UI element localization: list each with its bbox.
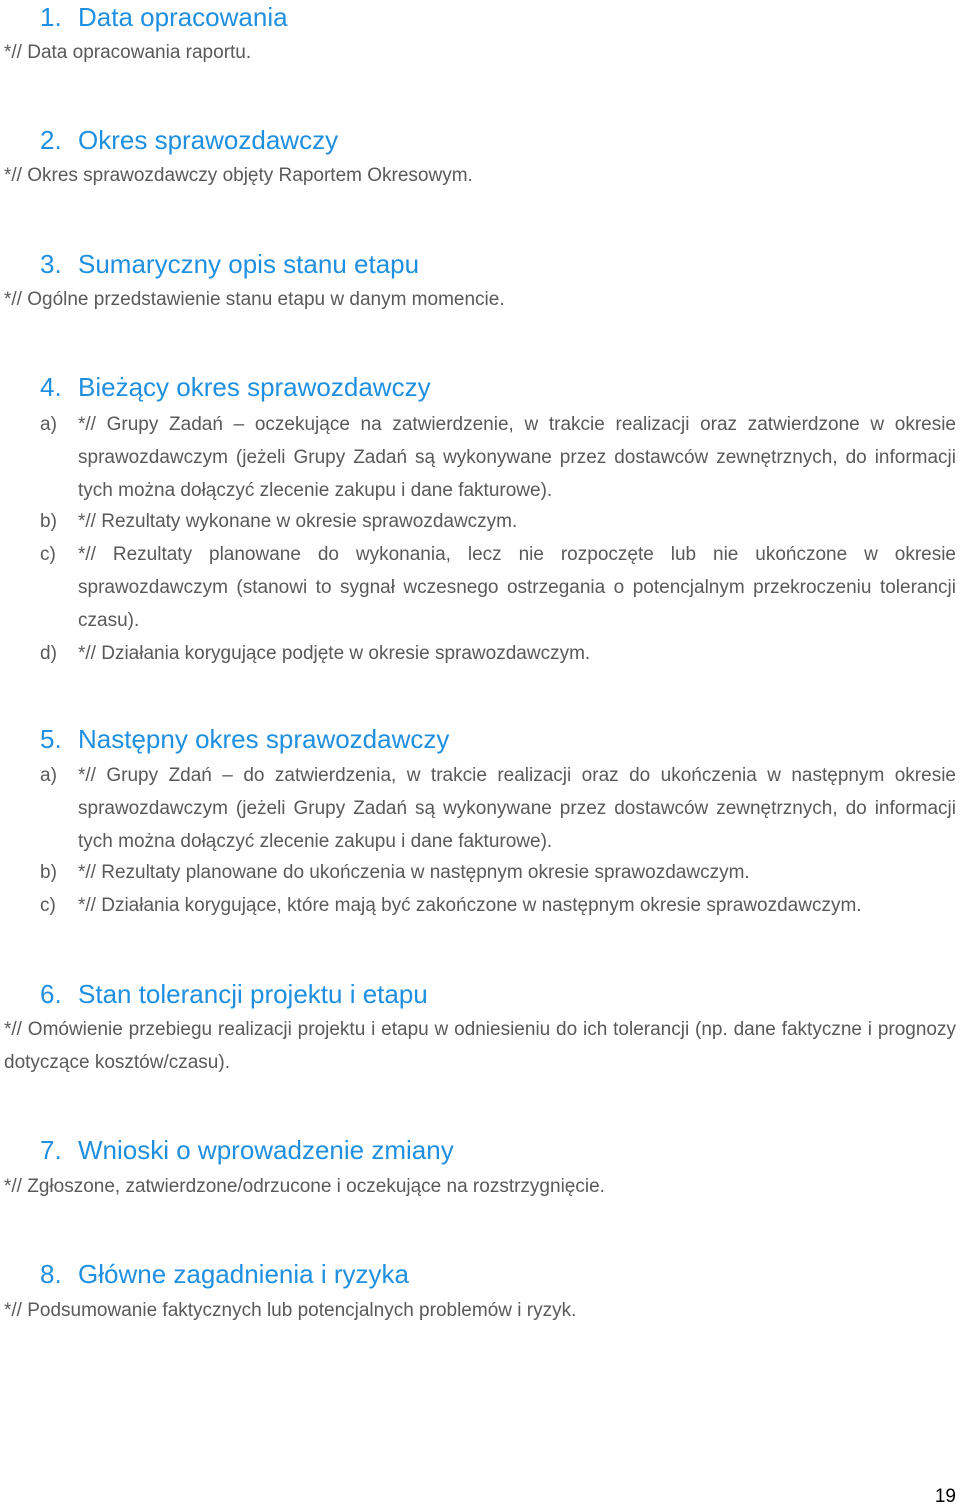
- section-number: 8.: [40, 1259, 62, 1289]
- section-title: Bieżący okres sprawozdawczy: [78, 372, 431, 402]
- item-text: *// Grupy Zdań – do zatwierdzenia, w trakcie realizacji oraz do ukończenia w następnym okresie sprawozdawczym (jeżeli Grupy Zadań są wykonywane przez dostawców zewnętrznych, do informacji tych można dołączyć zlecenie zakupu i dane fakturowe).: [78, 765, 956, 852]
- section-5-item-c: [40, 889, 956, 922]
- item-text: *// Rezultaty wykonane w okresie sprawozdawczym.: [78, 511, 518, 532]
- item-text: *// Rezultaty planowane do ukończenia w następnym okresie sprawozdawczym.: [78, 862, 750, 883]
- section-4-item-b: [40, 505, 956, 538]
- section-number: 2.: [40, 125, 62, 155]
- section-4-item-a: [40, 408, 956, 507]
- section-title: Następny okres sprawozdawczy: [78, 724, 450, 754]
- section-2-body: *// Okres sprawozdawczy objęty Raportem Okresowym.: [4, 165, 473, 186]
- section-title: Stan tolerancji projektu i etapu: [78, 979, 428, 1009]
- section-3-body: *// Ogólne przedstawienie stanu etapu w danym momencie.: [4, 289, 505, 310]
- section-number: 1.: [40, 2, 62, 32]
- item-marker: a): [40, 414, 57, 435]
- section-number: 7.: [40, 1135, 62, 1165]
- section-7-heading: [40, 1135, 454, 1165]
- section-title: Okres sprawozdawczy: [78, 125, 339, 155]
- item-marker: b): [40, 511, 57, 532]
- section-4-heading: [40, 372, 431, 402]
- item-text: *// Grupy Zadań – oczekujące na zatwierdzenie, w trakcie realizacji oraz zatwierdzone w okresie sprawozdawczym (jeżeli Grupy Zadań są wykonywane przez dostawców zewnętrznych, do informacji tych można dołączyć zlecenie zakupu i dane fakturowe).: [78, 414, 956, 501]
- section-4-item-d: [40, 637, 956, 670]
- section-2-heading: [40, 125, 338, 155]
- section-6-heading: [40, 979, 428, 1009]
- page-number: 19: [934, 1486, 956, 1507]
- section-title: Sumaryczny opis stanu etapu: [78, 249, 420, 279]
- section-5-heading: [40, 724, 449, 754]
- section-number: 5.: [40, 724, 62, 754]
- section-5-item-b: [40, 856, 956, 889]
- section-6-body: *// Omówienie przebiegu realizacji projektu i etapu w odniesieniu do ich tolerancji (np. dane faktyczne i prognozy dotyczące kosztów/czasu).: [4, 1019, 956, 1073]
- section-1-body: *// Data opracowania raportu.: [4, 42, 252, 63]
- item-marker: c): [40, 895, 56, 916]
- section-8-heading: [40, 1259, 409, 1289]
- section-title: Główne zagadnienia i ryzyka: [78, 1259, 409, 1289]
- section-7-body: *// Zgłoszone, zatwierdzone/odrzucone i oczekujące na rozstrzygnięcie.: [4, 1176, 605, 1197]
- item-marker: c): [40, 544, 56, 565]
- item-text: *// Rezultaty planowane do wykonania, lecz nie rozpoczęte lub nie ukończone w okresie sprawozdawczym (stanowi to sygnał wczesnego ostrzegania o potencjalnym przekroczeniu tolerancji czasu).: [78, 544, 956, 631]
- section-number: 6.: [40, 979, 62, 1009]
- section-title: Data opracowania: [78, 2, 288, 32]
- item-marker: b): [40, 862, 57, 883]
- item-marker: d): [40, 643, 57, 664]
- section-number: 4.: [40, 372, 62, 402]
- section-number: 3.: [40, 249, 62, 279]
- section-8-body: *// Podsumowanie faktycznych lub potencjalnych problemów i ryzyk.: [4, 1300, 577, 1321]
- item-text: *// Działania korygujące, które mają być zakończone w następnym okresie sprawozdawczym.: [78, 895, 862, 916]
- item-marker: a): [40, 765, 57, 786]
- section-5-item-a: [40, 759, 956, 858]
- section-title: Wnioski o wprowadzenie zmiany: [78, 1135, 454, 1165]
- section-4-item-c: [40, 538, 956, 637]
- section-1-heading: [40, 2, 288, 32]
- section-3-heading: [40, 249, 419, 279]
- item-text: *// Działania korygujące podjęte w okresie sprawozdawczym.: [78, 643, 591, 664]
